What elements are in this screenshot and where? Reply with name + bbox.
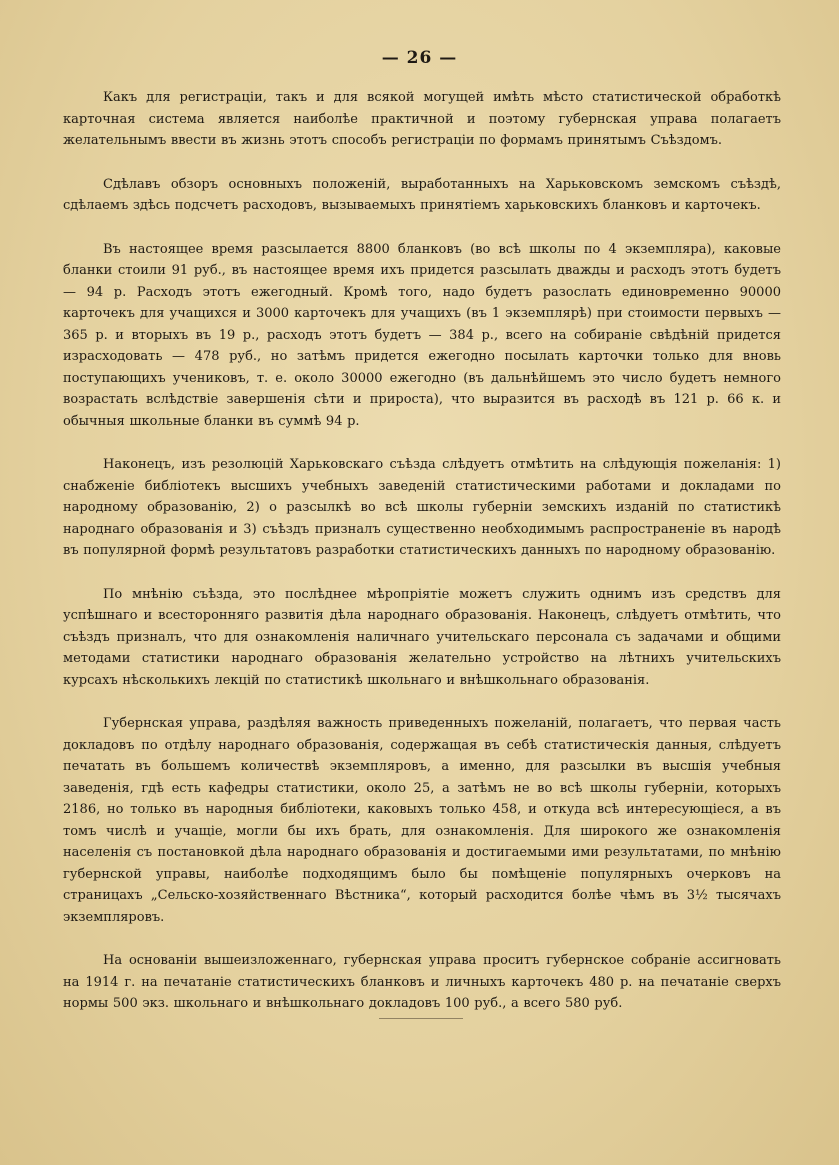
paragraph-teacher-courses: По мнѣнію съѣзда, это послѣднее мѣропріятіе можетъ служить однимъ изъ средствъ для успѣшнаго и всесторонняго развитія дѣла народнаго образованія. Наконецъ, слѣдуетъ отмѣтить, что съѣздъ призналъ, что для ознакомленія наличнаго учительскаго персонала съ задачами и общими методами статистики народнаго образованія желательно устройство на лѣтнихъ учительскихъ курсахъ нѣсколькихъ лекцій по статистикѣ школьнаго и внѣшкольнаго образованія. xyxy=(63,586,781,688)
paragraph-congress-review: Сдѣлавъ обзоръ основныхъ положеній, выработанныхъ на Харьковскомъ земскомъ съѣздѣ, сдѣлаемъ здѣсь подсчетъ расходовъ, вызываемыхъ принятіемъ харьковскихъ бланковъ и карточекъ. xyxy=(63,176,781,213)
paragraph-funding-request: На основаніи вышеизложеннаго, губернская управа проситъ губернское собраніе ассигновать на 1914 г. на печатаніе статистическихъ бланковъ и личныхъ карточекъ 480 р. на печатаніе сверхъ нормы 500 экз. школьнаго и внѣшкольнаго докладовъ 100 руб., а всего 580 руб. xyxy=(63,953,781,1011)
paragraph-congress-resolutions: Наконецъ, изъ резолюцій Харьковскаго съѣзда слѣдуетъ отмѣтить на слѣдующія пожеланія: 1) снабженіе библіотекъ высшихъ учебныхъ заведеній статистическими работами и докладами по народному образованію, 2) о разсылкѣ во всѣ школы губерніи земскихъ изданій по статистикѣ народнаго образованія и 3) съѣздъ призналъ существенно необходимымъ распространеніе въ народѣ въ популярной формѣ результатовъ разработки статистическихъ данныхъ по народному образованію. xyxy=(63,457,781,558)
body-text xyxy=(63,87,781,1037)
page-number: — 26 — xyxy=(381,48,458,68)
paragraph-registration-system: Какъ для регистраціи, такъ и для всякой могущей имѣть мѣсто статистической обработкѣ карточная система является наиболѣе практичной и поэтому губернская управа полагаетъ желательнымъ ввести въ жизнь этотъ способъ регистраціи по формамъ принятымъ Съѣздомъ. xyxy=(63,90,781,148)
paragraph-expense-calculation: Въ настоящее время разсылается 8800 бланковъ (во всѣ школы по 4 экземпляра), каковые бланки стоили 91 руб., въ настоящее время ихъ придется разсылать дважды и расходъ этотъ будетъ — 94 р. Расходъ этотъ ежегодный. Кромѣ того, надо будетъ разослать единовременно 90000 карточекъ для учащихся и 3000 карточекъ для учащихъ (въ 1 экземплярѣ) при стоимости первыхъ — 365 р. и вторыхъ въ 19 р., расходъ этотъ будетъ — 384 р., всего на собираніе свѣдѣній придется израсходовать — 478 руб., но затѣмъ придется ежегодно посылать карточки только для вновь поступающихъ учениковъ, т. е. около 30000 ежегодно (въ дальнѣйшемъ это число будетъ немного возрастать вслѣдствіе завершенія сѣти и прироста), что выразится въ расходѣ въ 121 р. 66 к. и обычныя школьные бланки въ суммѣ 94 р. xyxy=(63,241,781,429)
section-divider xyxy=(379,1018,463,1019)
paragraph-printing-distribution: Губернская управа, раздѣляя важность приведенныхъ пожеланій, полагаетъ, что первая часть докладовъ по отдѣлу народнаго образованія, содержащая въ себѣ статистическія данныя, слѣдуетъ печатать въ большемъ количествѣ экземпляровъ, а именно, для разсылки въ высшія учебныя заведенія, гдѣ есть кафедры статистики, около 25, а затѣмъ не во всѣ школы губерніи, которыхъ 2186, но только въ народныя библіотеки, каковыхъ только 458, и откуда всѣ интересующіеся, а въ томъ числѣ и учащіе, могли бы ихъ брать, для ознакомленія. Для широкого же ознакомленія населенія съ постановкой дѣла народнаго образованія и достигаемыми ими результатами, по мнѣнію губернской управы, наиболѣе подходящимъ было бы помѣщеніе популярныхъ очерковъ на страницахъ „Сельско-хозяйственнаго Вѣстника“, который расходится болѣе чѣмъ въ 3½ тысячахъ экземпляровъ. xyxy=(63,716,781,925)
